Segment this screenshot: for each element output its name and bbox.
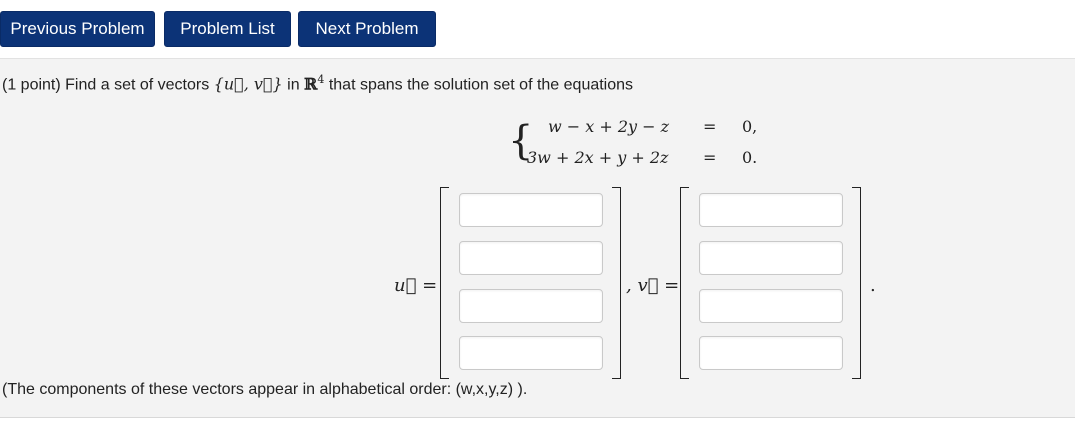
- next-problem-button[interactable]: Next Problem: [298, 11, 436, 47]
- intro-text-2: in: [282, 76, 305, 94]
- v-component-z[interactable]: [699, 336, 843, 370]
- u-right-bracket: [612, 187, 621, 379]
- equation-1-lhs: w − x + 2y − z: [548, 117, 670, 136]
- v-vector-label: , v⃗ =: [626, 275, 680, 296]
- equation-1-relation: =: [703, 117, 717, 136]
- v-component-x[interactable]: [699, 241, 843, 275]
- v-right-bracket: [852, 187, 861, 379]
- v-left-bracket: [680, 187, 689, 379]
- previous-problem-button[interactable]: Previous Problem: [0, 11, 155, 47]
- problem-list-button[interactable]: Problem List: [164, 11, 291, 47]
- equation-2-lhs: 3w + 2x + y + 2z: [527, 148, 669, 167]
- trailing-period: .: [870, 275, 876, 296]
- space-exponent: 4: [317, 73, 325, 86]
- intro-text-3: that spans the solution set of the equations: [324, 76, 634, 94]
- points-label: (1 point): [2, 76, 61, 94]
- u-vector-label: u⃗ =: [394, 275, 438, 296]
- v-component-y[interactable]: [699, 289, 843, 323]
- problem-navigation: [0, 0, 1075, 58]
- u-component-x[interactable]: [459, 241, 603, 275]
- u-component-w[interactable]: [459, 193, 603, 227]
- problem-statement: [2, 73, 633, 94]
- equation-1-rhs: 0,: [742, 117, 758, 136]
- problem-body: [0, 58, 1075, 418]
- u-component-y[interactable]: [459, 289, 603, 323]
- equation-2-rhs: 0.: [742, 148, 758, 167]
- v-component-w[interactable]: [699, 193, 843, 227]
- intro-text: Find a set of vectors: [60, 76, 214, 94]
- u-left-bracket: [440, 187, 449, 379]
- system-brace: {: [508, 118, 534, 164]
- vector-set: {u⃗, v⃗}: [213, 74, 283, 94]
- space-symbol: ℝ: [304, 74, 318, 94]
- equation-2-relation: =: [703, 148, 717, 167]
- u-component-z[interactable]: [459, 336, 603, 370]
- component-order-note: (The components of these vectors appear in alphabetical order: (w,x,y,z) ).: [2, 381, 528, 398]
